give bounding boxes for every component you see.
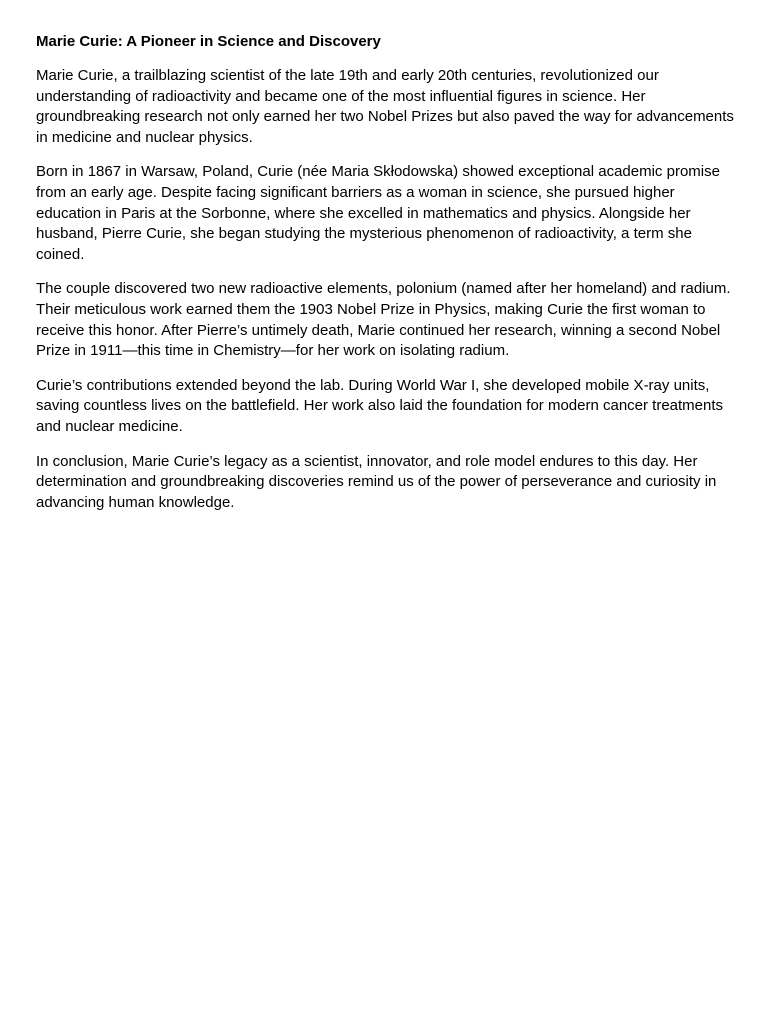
- paragraph-introduction: Marie Curie, a trailblazing scientist of the late 19th and early 20th centuries, revolutionized our understanding of radioactivity and became one of the most influential figures in science. Her groundbreaking research not only earned her two Nobel Prizes but also paved the way for advancements in medicine and nuclear physics.: [36, 67, 734, 146]
- document-title: Marie Curie: A Pioneer in Science and Discovery: [36, 33, 381, 50]
- paragraph-early-life: Born in 1867 in Warsaw, Poland, Curie (née Maria Skłodowska) showed exceptional academic promise from an early age. Despite facing significant barriers as a woman in science, she pursued higher education in Paris at the Sorbonne, where she excelled in mathematics and physics. Alongside her husband, Pierre Curie, she began studying the mysterious phenomenon of radioactivity, a term she coined.: [36, 163, 720, 263]
- paragraph-conclusion: In conclusion, Marie Curie’s legacy as a scientist, innovator, and role model endures to this day. Her determination and groundbreaking discoveries remind us of the power of perseverance and curiosity in advancing human knowledge.: [36, 452, 717, 511]
- paragraph-discoveries: The couple discovered two new radioactive elements, polonium (named after her homeland) and radium. Their meticulous work earned them the 1903 Nobel Prize in Physics, making Curie the first woman to receive this honor. After Pierre’s untimely death, Marie continued her research, winning a second Nobel Prize in 1911—this time in Chemistry—for her work on isolating radium.: [36, 280, 731, 360]
- paragraph-contributions: Curie’s contributions extended beyond the lab. During World War I, she developed mobile X-ray units, saving countless lives on the battlefield. Her work also laid the foundation for modern cancer treatments and nuclear medicine.: [36, 376, 724, 435]
